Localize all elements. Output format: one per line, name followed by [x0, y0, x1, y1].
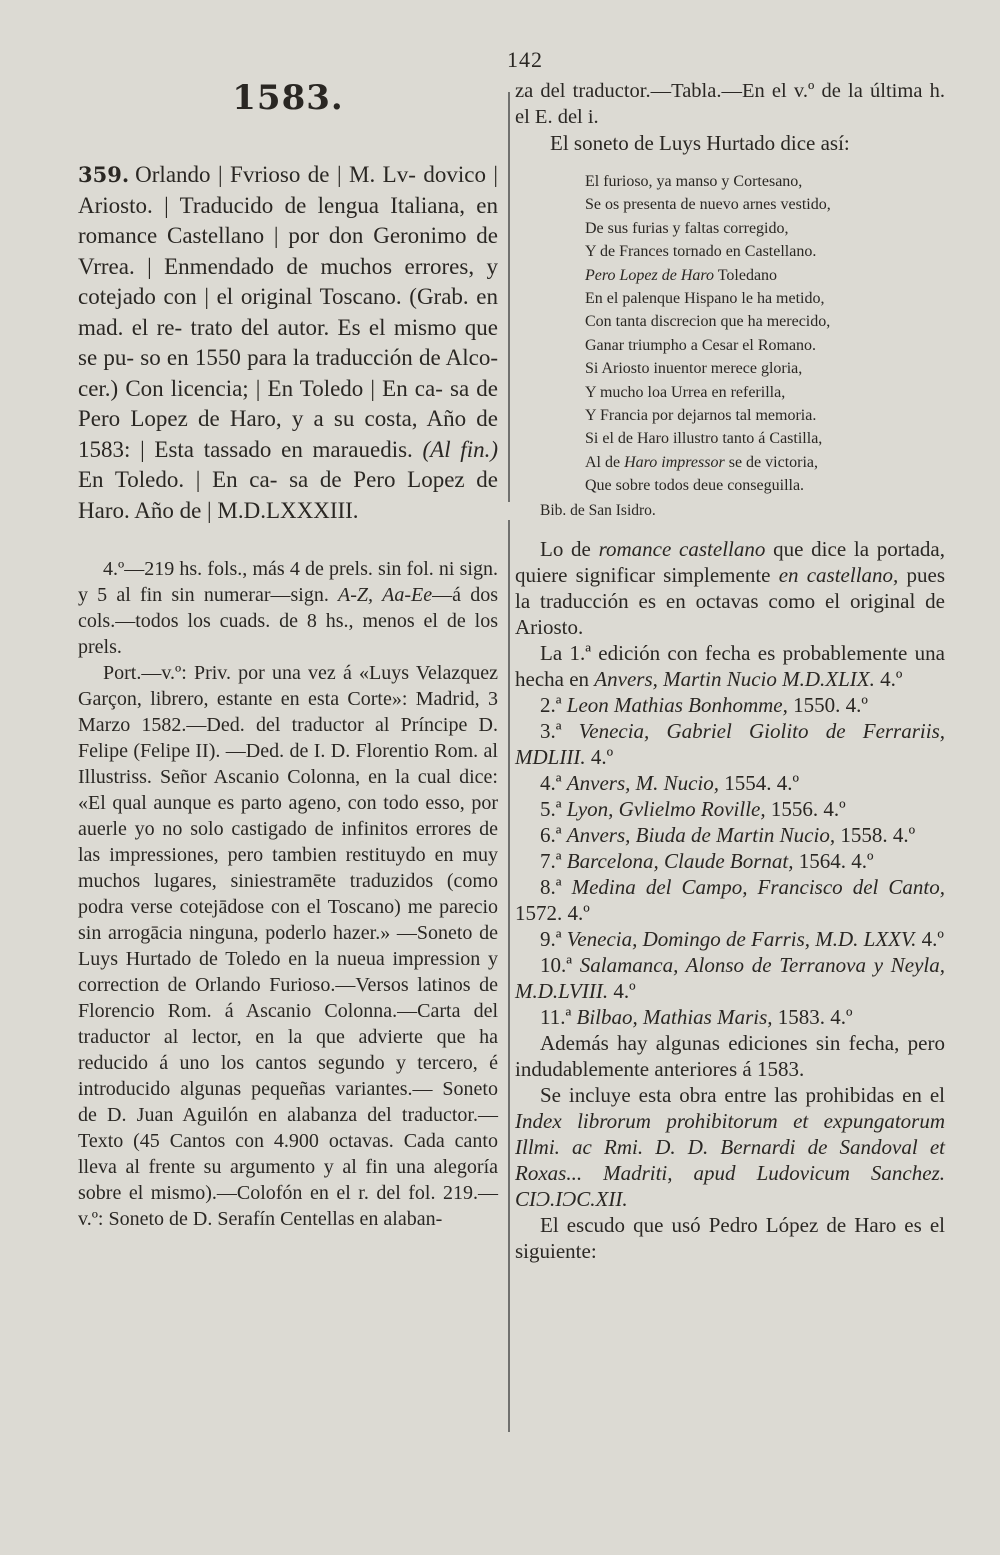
edition-item: 2.ª Leon Mathias Bonhomme, 1550. 4.º	[540, 692, 868, 717]
sonnet-line: Si Ariosto inuentor merece gloria,	[585, 360, 803, 378]
entry-title: 359. Orlando | Fvrioso de | M. Lv- dovico | Ariosto. | Traducido de lengua Italiana, en romance Castellano | por don Geronimo de Vrrea. | Enmendado de muchos errores, y cotejado con | el original Toscano. (Grab. en mad. el re- trato del autor. Es el mismo que se pu- so en 1550 para la traducción de Alco- cer.) Con licencia; | En Toledo | En ca- sa de Pero Lopez de Haro, y a su costa, Año de 1583: | Esta tassado en marauedis. (Al fin.) En Toledo. | En ca- sa de Pero Lopez de Haro. Año de | M.D.LXXXIII.	[78, 162, 499, 523]
sonnet-line: Y Francia por dejarnos tal memoria.	[585, 407, 817, 425]
right-column	[515, 78, 945, 1264]
edition-item: 6.ª Anvers, Biuda de Martin Nucio, 1558. 4.º	[540, 822, 916, 847]
collation-description: 4.º—219 hs. fols., más 4 de prels. sin fol. ni sign. y 5 al fin sin numerar—sign. A-Z, Aa-Ee—á dos cols.—todos los cuads. de 8 hs., menos el de los prels.	[78, 558, 498, 658]
year-heading: 1583.	[232, 78, 344, 118]
sonnet-line: De sus furias y faltas corregido,	[585, 219, 789, 237]
sonnet-line: Ganar triumpho a Cesar el Romano.	[585, 336, 817, 354]
sonnet-line: El furioso, ya manso y Cortesano,	[585, 173, 803, 190]
note-romance: Lo de romance castellano que dice la portada, quiere significar simplemente en castellano, pues la traducción es en octavas como el original de Ariosto.	[515, 536, 945, 639]
sonnet-line: Que sobre todos deue conseguilla.	[585, 477, 805, 495]
column-rule	[508, 92, 510, 1432]
left-column	[78, 78, 498, 1232]
sonnet-line: Con tanta discrecion que ha merecido,	[585, 313, 831, 331]
editions-list	[515, 692, 945, 1030]
edition-item: 4.ª Anvers, M. Nucio, 1554. 4.º	[540, 770, 800, 795]
edition-item: 3.ª Venecia, Gabriel Giolito de Ferrariis, MDLIII. 4.º	[515, 718, 945, 769]
sonnet-line: Y de Frances tornado en Castellano.	[585, 243, 817, 261]
note-index: Se incluye esta obra entre las prohibidas en el Index librorum prohibitorum et expungatorum Illmi. ac Rmi. D. D. Bernardi de Sandoval et Roxas... Madriti, apud Ludovicum Sanchez. CIƆ.IƆC.XII.	[515, 1082, 945, 1211]
sonnet-line: Si el de Haro illustro tanto á Castilla,	[585, 430, 823, 448]
note-first-edition: La 1.ª edición con fecha es probablemente una hecha en Anvers, Martin Nucio M.D.XLIX. 4.º	[515, 640, 945, 691]
edition-item: 11.ª Bilbao, Mathias Maris, 1583. 4.º	[540, 1004, 853, 1029]
note-undated: Además hay algunas ediciones sin fecha, pero indudablemente anteriores á 1583.	[515, 1030, 945, 1081]
sonnet	[585, 170, 945, 498]
page-number: 142	[507, 47, 543, 72]
sonnet-line: Y mucho loa Urrea en referilla,	[585, 383, 786, 401]
entry-number: 359.	[78, 162, 130, 187]
notes	[515, 536, 945, 1264]
edition-item: 9.ª Venecia, Domingo de Farris, M.D. LXXV. 4.º	[540, 926, 944, 951]
note-shield: El escudo que usó Pedro López de Haro es el siguiente:	[515, 1212, 945, 1263]
sonnet-line: Pero Lopez de Haro Toledano	[585, 266, 778, 284]
edition-item: 10.ª Salamanca, Alonso de Terranova y Neyla, M.D.LVIII. 4.º	[515, 952, 945, 1003]
edition-item: 8.ª Medina del Campo, Francisco del Canto, 1572. 4.º	[515, 874, 946, 925]
contents-continuation: za del traductor.—Tabla.—En el v.º de la última h. el E. del i.	[515, 80, 945, 128]
sonnet-intro: El soneto de Luys Hurtado dice así:	[550, 131, 850, 155]
sonnet-line: Se os presenta de nuevo arnes vestido,	[585, 196, 831, 214]
contents-description: Port.—v.º: Priv. por una vez á «Luys Velazquez Garçon, librero, estante en esta Corte»: Madrid, 3 Marzo 1582.—Ded. del traductor al Príncipe D. Felipe (Felipe II). —Ded. de I. D. Florentio Rom. al Illustriss. Señor Ascanio Colonna, en la cual dice: «El qual aunque es parto ageno, con todo esso, por auerle yo no solo castigado de infinitos errores de las impressiones, pero tambien restituydo en muy muchos lugares, siniestramēte traduzidos (como podra verse cotejādose con el Toscano) me parecio sin arrogācia ninguna, poderlo hazer.» —Soneto de Luys Hurtado de Toledo en la nueua impression y correction de Orlando Furioso.—Versos latinos de Florencio Rom. á Ascanio Colonna.—Carta del traductor al lector, en la que advierte que ha reducido á uno los cantos segundo y tercero, é introducido algunas pequeñas variantes.— Soneto de D. Juan Aguilón en alabanza del traductor.—Texto (45 Cantos con 4.900 octavas. Cada canto lleva al frente su argumento y al fin una alegoría sobre el mismo).—Colofón en el r. del fol. 219.—v.º: Soneto de D. Serafín Centellas en alaban-	[78, 662, 498, 1230]
sonnet-line: Al de Haro impressor se de victoria,	[585, 453, 819, 471]
edition-item: 7.ª Barcelona, Claude Bornat, 1564. 4.º	[540, 848, 874, 873]
edition-item: 5.ª Lyon, Gvlielmo Roville, 1556. 4.º	[540, 796, 846, 821]
source-note: Bib. de San Isidro.	[540, 501, 656, 519]
sonnet-line: En el palenque Hispano le ha metido,	[585, 290, 825, 308]
